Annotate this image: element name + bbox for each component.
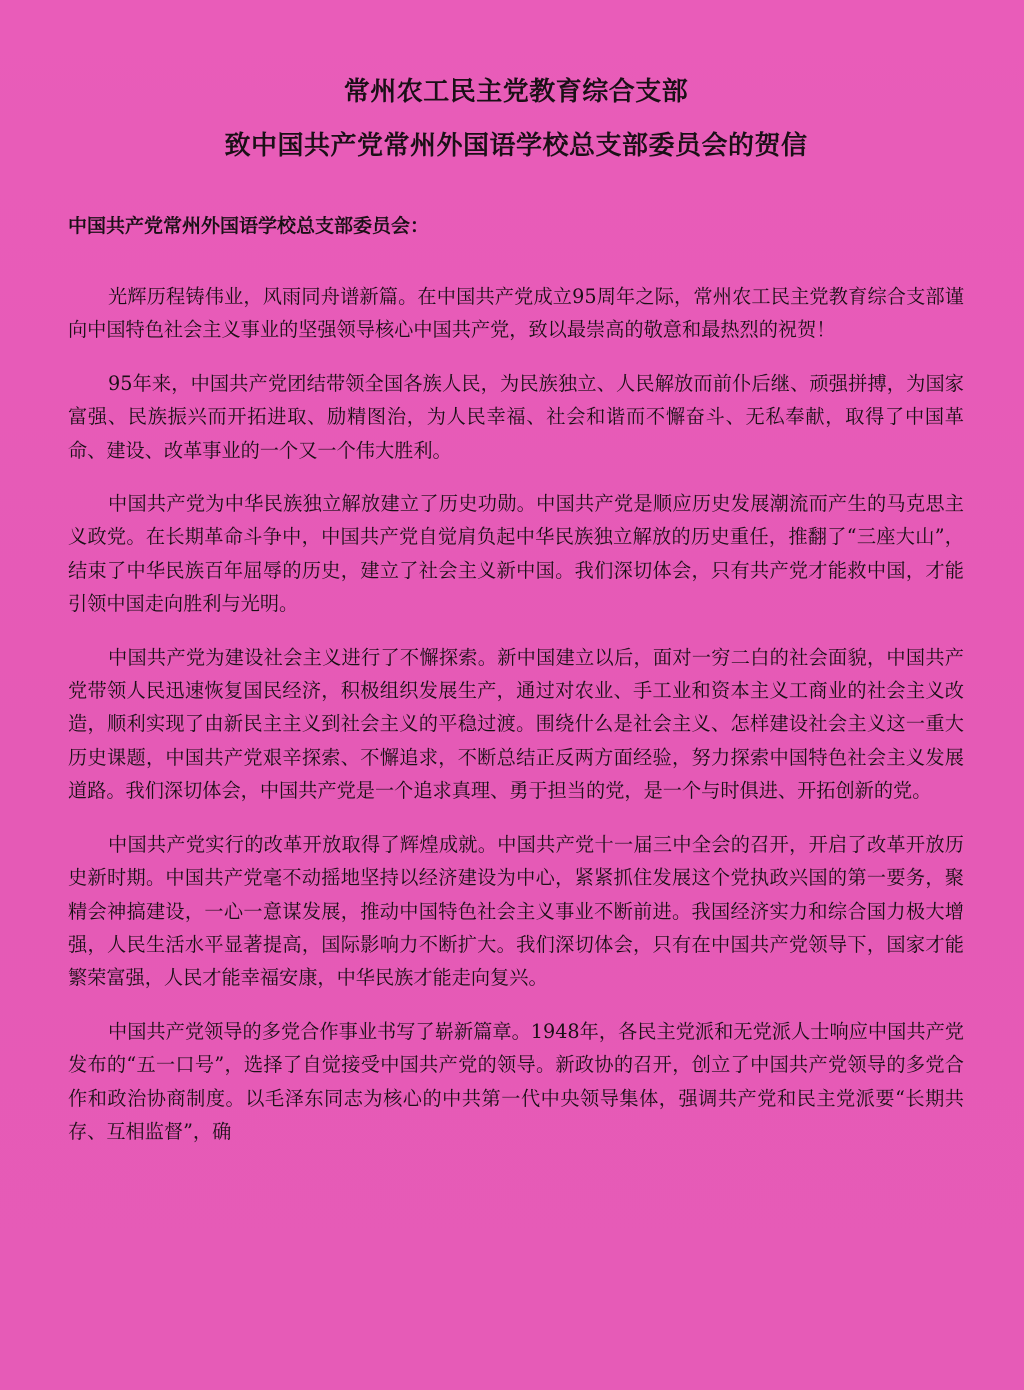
letter-title-line2: 致中国共产党常州外国语学校总支部委员会的贺信 [224, 131, 808, 161]
paragraph-5: 中国共产党实行的改革开放取得了辉煌成就。中国共产党十一届三中全会的召开，开启了改革开放历史新时期。中国共产党毫不动摇地坚持以经济建设为中心，紧紧抓住发展这个党执政兴国的第一要务，聚精会神搞建设，一心一意谋发展，推动中国特色社会主义事业不断前进。我国经济实力和综合国力极大增强，人民生活水平显著提高，国际影响力不断扩大。我们深切体会，只有在中国共产党领导下，国家才能繁荣富强，人民才能幸福安康，中华民族才能走向复兴。 [68, 832, 964, 990]
paragraph-2: 95年来，中国共产党团结带领全国各族人民，为民族独立、人民解放而前仆后继、顽强拼搏，为国家富强、民族振兴而开拓进取、励精图治，为人民幸福、社会和谐而不懈奋斗、无私奉献，取得了中国革命、建设、改革事业的一个又一个伟大胜利。 [68, 371, 964, 462]
letter-salutation: 中国共产党常州外国语学校总支部委员会： [68, 215, 430, 237]
letter-title-line1: 常州农工民主党教育综合支部 [343, 77, 689, 107]
paragraph-4: 中国共产党为建设社会主义进行了不懈探索。新中国建立以后，面对一穷二白的社会面貌，中国共产党带领人民迅速恢复国民经济，积极组织发展生产，通过对农业、手工业和资本主义工商业的社会主义改造，顺利实现了由新民主主义到社会主义的平稳过渡。围绕什么是社会主义、怎样建设社会主义这一重大历史课题，中国共产党艰辛探索、不懈追求，不断总结正反两方面经验，努力探索中国特色社会主义发展道路。我们深切体会，中国共产党是一个追求真理、勇于担当的党，是一个与时俱进、开拓创新的党。 [68, 645, 964, 803]
paragraph-6: 中国共产党领导的多党合作事业书写了崭新篇章。1948年，各民主党派和无党派人士响应中国共产党发布的“五一口号”，选择了自觉接受中国共产党的领导。新政协的召开，创立了中国共产党领导的多党合作和政治协商制度。以毛泽东同志为核心的中共第一代中央领导集体，强调共产党和民主党派要“长期共存、互相监督”，确 [68, 1019, 964, 1143]
paragraph-1: 光辉历程铸伟业，风雨同舟谱新篇。在中国共产党成立95周年之际，常州农工民主党教育综合支部谨向中国特色社会主义事业的坚强领导核心中国共产党，致以最崇高的敬意和最热烈的祝贺！ [68, 285, 964, 342]
paragraph-3: 中国共产党为中华民族独立解放建立了历史功勋。中国共产党是顺应历史发展潮流而产生的马克思主义政党。在长期革命斗争中，中国共产党自觉肩负起中华民族独立解放的历史重任，推翻了“三座大山”，结束了中华民族百年屈辱的历史，建立了社会主义新中国。我们深切体会，只有共产党才能救中国，才能引领中国走向胜利与光明。 [68, 492, 964, 616]
